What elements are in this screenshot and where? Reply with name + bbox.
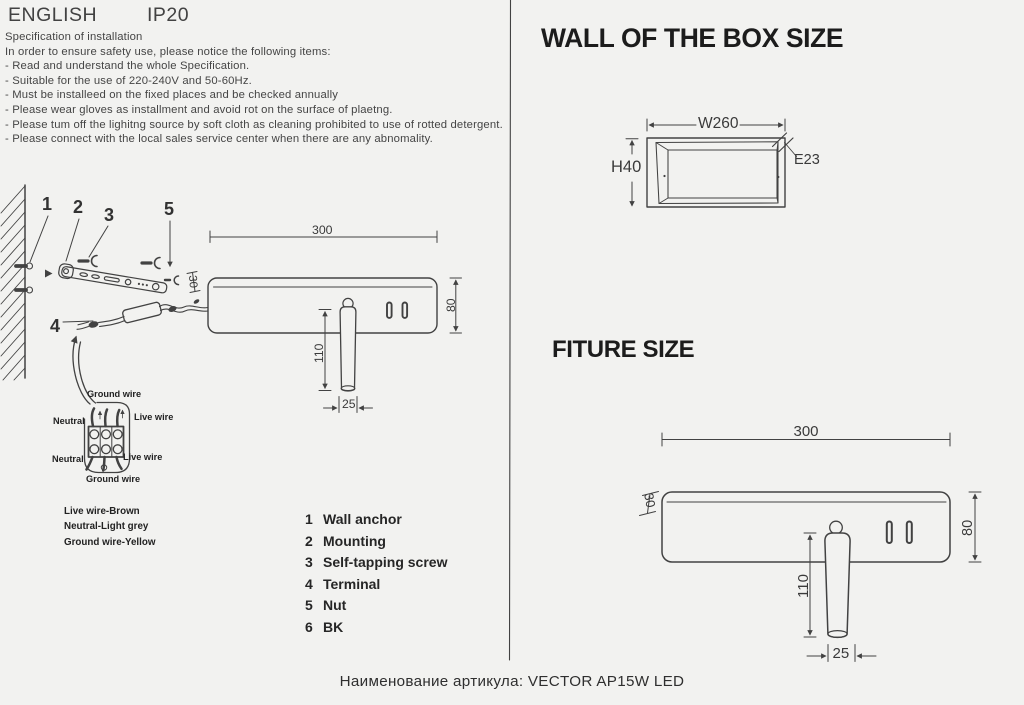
part-number: 5 — [305, 597, 313, 614]
callout-1: 1 — [42, 194, 53, 214]
spec-intro: In order to ensure safety use, please notice the following items: — [5, 45, 331, 58]
callout-2: 2 — [73, 197, 84, 217]
part-label: Terminal — [323, 575, 381, 592]
wiring-live-bottom-label: Live wire — [123, 451, 163, 462]
part-row — [305, 534, 447, 548]
dim-w260: W260 — [698, 115, 739, 132]
fixture-size-title: FITURE SIZE — [552, 336, 695, 363]
dim-width-left: 300 — [312, 223, 333, 237]
insert-direction-arrow-icon — [45, 270, 53, 278]
legend-ground: Ground wire-Yellow — [64, 536, 156, 548]
dim-tube-diameter-right: 25 — [832, 645, 850, 662]
part-label: Nut — [323, 597, 347, 614]
spec-item: - Please wear gloves as installment and avoid rot on the surface of plaetng. — [5, 103, 393, 116]
right-fixture-drawing — [640, 433, 982, 662]
dim-h40: H40 — [611, 157, 642, 176]
part-number: 2 — [305, 532, 313, 549]
wiring-neutral-bottom-label: Neutral — [52, 453, 84, 464]
dim-height-right: 80 — [959, 519, 976, 536]
legend-live: Live wire-Brown — [64, 506, 140, 517]
wiring-neutral-top-label: Neutral — [53, 416, 85, 426]
wall-box-drawing — [626, 119, 797, 207]
part-row — [305, 555, 447, 569]
spec-item: - Please connect with the local sales service center when there are any abnomality. — [5, 133, 433, 146]
dim-e23: E23 — [794, 151, 820, 168]
dim-tube-length-left: 110 — [311, 343, 326, 363]
legend-neutral: Neutral-Light grey — [64, 521, 149, 533]
part-label: Mounting — [323, 532, 386, 549]
dim-depth-right: 30 — [640, 491, 658, 509]
dim-tube-diameter-left: 25 — [342, 397, 356, 411]
parts-list — [305, 512, 447, 642]
part-row — [305, 512, 447, 526]
part-label: BK — [323, 618, 344, 635]
spec-text-block — [5, 30, 503, 147]
wall-hatching — [1, 185, 25, 380]
wiring-ground-top-label: Ground wire — [87, 388, 142, 399]
self-tapping-screws — [79, 256, 179, 285]
callout-leader-lines — [30, 216, 170, 322]
wiring-live-top-label: Live wire — [134, 411, 174, 422]
wiring-ground-bottom-label: Ground wire — [86, 473, 141, 484]
dim-width-right: 300 — [793, 423, 819, 440]
part-number: 3 — [305, 554, 313, 571]
panel-divider — [510, 0, 511, 660]
callout-4: 4 — [50, 316, 61, 336]
spec-title: Specification of installation — [5, 31, 143, 43]
spec-item: - Read and understand the whole Specification. — [5, 60, 250, 73]
wire-color-legend — [64, 504, 155, 550]
article-name: Наименование артикула: VECTOR AP15W LED — [339, 673, 685, 690]
driver-and-wires — [77, 298, 208, 329]
mounting-bracket — [58, 263, 168, 295]
ip-rating-label: IP20 — [147, 4, 190, 26]
callout-3: 3 — [104, 205, 115, 225]
dim-tube-length-right: 110 — [794, 574, 812, 598]
part-number: 6 — [305, 618, 313, 635]
spec-item: - Please tum off the lighitng source by soft cloth as cleaning prohibited to use of rotted detergent. — [5, 118, 503, 131]
left-fixture-dim-lines — [210, 231, 462, 413]
part-row — [305, 598, 447, 612]
part-label: Self-tapping screw — [323, 554, 448, 571]
dim-depth-left: 30 — [185, 274, 199, 288]
callout-5: 5 — [164, 199, 175, 219]
part-number: 1 — [305, 511, 313, 527]
wall-box-title: WALL OF THE BOX SIZE — [541, 23, 844, 53]
spec-item: - Must be installeed on the fixed places and be checked annually — [5, 89, 339, 102]
part-number: 4 — [305, 575, 313, 592]
terminal-block-drawing — [85, 403, 130, 473]
spec-item: - Suitable for the use of 220-240V and 50-60Hz. — [5, 74, 252, 87]
dim-height-left: 80 — [443, 298, 458, 312]
left-fixture-drawing — [208, 278, 437, 391]
language-label: ENGLISH — [8, 4, 98, 26]
part-row — [305, 577, 447, 591]
part-label: Wall anchor — [323, 511, 402, 527]
part-row — [305, 620, 447, 634]
